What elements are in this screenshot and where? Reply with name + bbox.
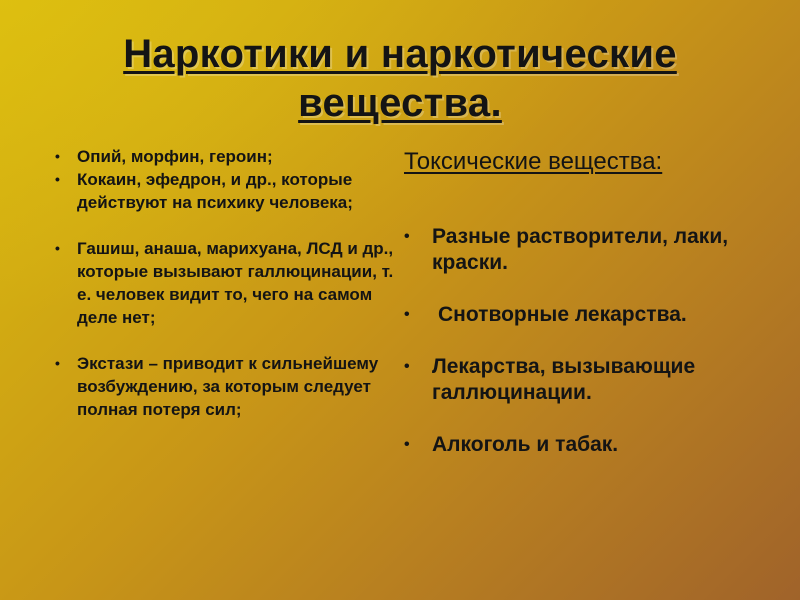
bullet-icon: • bbox=[404, 228, 410, 245]
list-item bbox=[50, 145, 400, 168]
list-item bbox=[50, 237, 400, 329]
narcotics-list bbox=[50, 145, 400, 421]
list-spacer bbox=[50, 329, 400, 352]
list-item bbox=[404, 302, 784, 328]
list-item bbox=[404, 432, 784, 458]
list-spacer bbox=[404, 406, 784, 432]
list-spacer bbox=[404, 276, 784, 302]
list-spacer bbox=[50, 214, 400, 237]
bullet-icon: • bbox=[55, 355, 60, 371]
toxic-substances-heading: Токсические вещества: bbox=[404, 148, 663, 175]
list-item-text: Опий, морфин, героин; bbox=[77, 147, 273, 166]
bullet-icon: • bbox=[404, 306, 410, 323]
list-spacer bbox=[404, 328, 784, 354]
bullet-icon: • bbox=[404, 358, 410, 375]
toxic-substances-list bbox=[404, 224, 784, 458]
list-item-text: Кокаин, эфедрон, и др., которые действуют на психику человека; bbox=[77, 170, 353, 212]
list-item-text: Экстази – приводит к сильнейшему возбуждению, за которым следует полная потеря сил; bbox=[77, 354, 379, 419]
slide-title: Наркотики и наркотические вещества. bbox=[123, 32, 677, 125]
list-item-text: Алкоголь и табак. bbox=[432, 433, 619, 456]
list-item bbox=[50, 168, 400, 214]
bullet-icon: • bbox=[404, 436, 410, 453]
list-item bbox=[50, 352, 400, 421]
list-item-text: Разные растворители, лаки, краски. bbox=[432, 225, 729, 274]
bullet-icon: • bbox=[55, 171, 60, 187]
list-item-text: Снотворные лекарства. bbox=[438, 303, 687, 326]
list-item-text: Гашиш, анаша, марихуана, ЛСД и др., которые вызывают галлюцинации, т. е. человек видит то, чего на самом деле нет; bbox=[77, 239, 394, 327]
list-item-text: Лекарства, вызывающие галлюцинации. bbox=[432, 355, 696, 404]
list-item bbox=[404, 224, 784, 276]
bullet-icon: • bbox=[55, 148, 60, 164]
list-item bbox=[404, 354, 784, 406]
bullet-icon: • bbox=[55, 240, 60, 256]
